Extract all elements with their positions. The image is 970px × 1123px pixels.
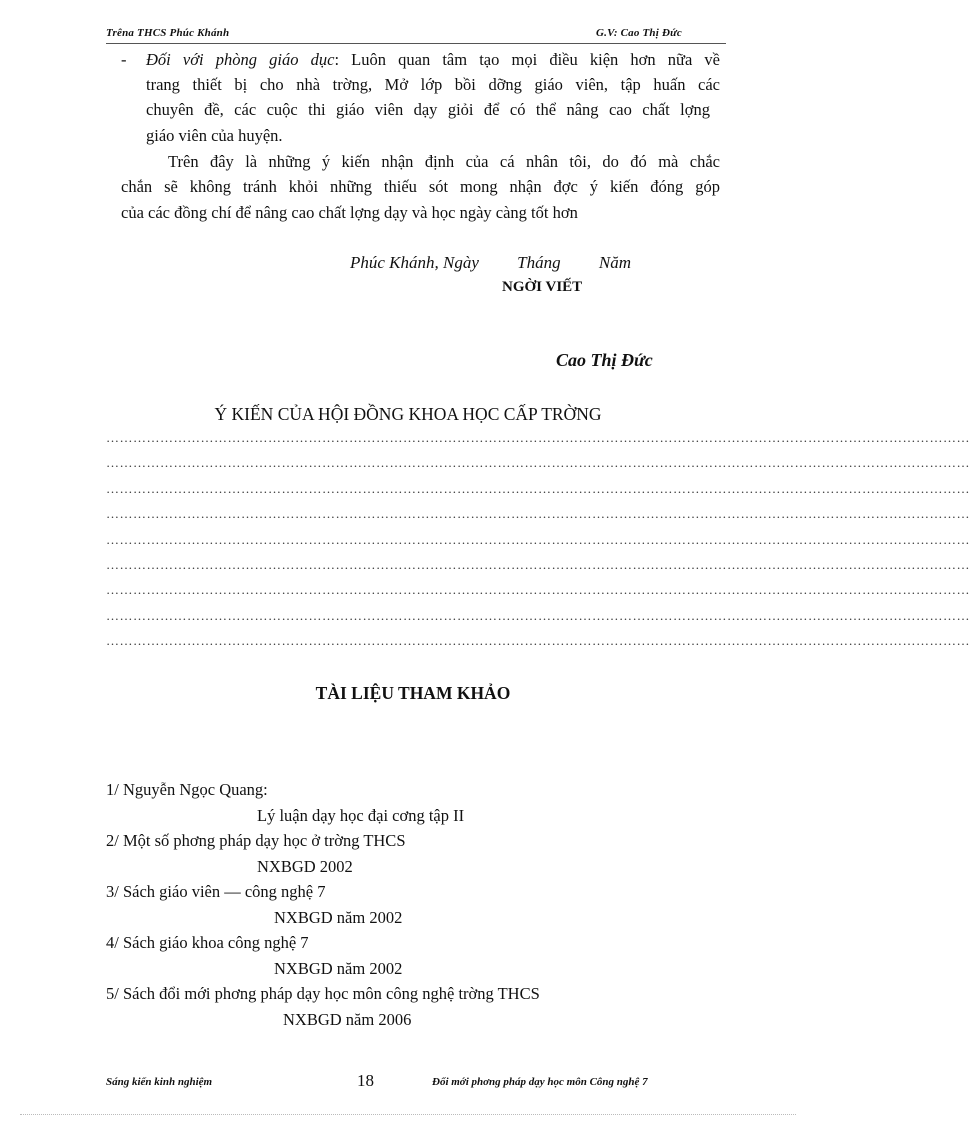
paragraph1-line1-text: : Luôn quan tâm tạo mọi điều kiện hơn nữa về xyxy=(334,50,721,69)
council-dotted-line-3: ………………………………………………………………………………………………………………………………………………………………………… xyxy=(106,481,970,496)
footer-left: Sáng kiến kinh nghiệm xyxy=(106,1076,213,1088)
reference-5-detail: NXBGD năm 2006 xyxy=(283,1010,412,1029)
council-dotted-line-6: ………………………………………………………………………………………………………………………………………………………………………… xyxy=(106,557,970,572)
reference-1: 1/ Nguyễn Ngọc Quang: xyxy=(106,780,268,799)
paragraph2-line3: của các đồng chí để nâng cao chất lợng dạy và học ngày càng tốt hơn xyxy=(121,203,578,222)
council-title: Ý KIẾN CỦA HỘI ĐỒNG KHOA HỌC CẤP TRỜNG xyxy=(214,404,602,424)
page-number: 18 xyxy=(357,1071,374,1090)
paragraph1-line2: trang thiết bị cho nhà trờng, Mở lớp bồi dỡng giáo viên, tập huấn các xyxy=(146,75,720,94)
council-dotted-line-9: ………………………………………………………………………………………………………………………………………………………………………… xyxy=(106,633,970,648)
bullet-dash: - xyxy=(121,50,127,69)
council-dotted-line-4: ………………………………………………………………………………………………………………………………………………………………………… xyxy=(106,506,970,521)
footer-right: Đổi mới phơng pháp dạy học môn Công nghệ 7 xyxy=(432,1076,648,1088)
header-rule xyxy=(106,43,726,44)
reference-3: 3/ Sách giáo viên — công nghệ 7 xyxy=(106,882,326,901)
reference-4: 4/ Sách giáo khoa công nghệ 7 xyxy=(106,933,309,952)
council-dotted-line-7: ………………………………………………………………………………………………………………………………………………………………………… xyxy=(106,582,970,597)
paragraph1-line1 xyxy=(146,50,720,70)
council-dotted-line-5: ………………………………………………………………………………………………………………………………………………………………………… xyxy=(106,532,970,547)
council-dotted-line-1: ………………………………………………………………………………………………………………………………………………………………………… xyxy=(106,430,970,445)
bottom-dotted-rule xyxy=(20,1114,796,1115)
header-school: Trêna THCS Phúc Khánh xyxy=(106,27,230,39)
council-dotted-line-8: ………………………………………………………………………………………………………………………………………………………………………… xyxy=(106,608,970,623)
council-dotted-line-2: ………………………………………………………………………………………………………………………………………………………………………… xyxy=(106,455,970,470)
reference-5: 5/ Sách đổi mới phơng pháp dạy học môn công nghệ trờng THCS xyxy=(106,984,540,1003)
signature-date-line: Phúc Khánh, Ngày Tháng Năm xyxy=(350,253,631,272)
paragraph1-line3: chuyên đề, các cuộc thi giáo viên dạy giỏi để có thể nâng cao chất lợng xyxy=(146,100,710,119)
paragraph2-line2: chắn sẽ không tránh khỏi những thiếu sót mong nhận đợc ý kiến đóng góp xyxy=(121,177,720,196)
paragraph1-italic-lead: Đối với phòng giáo dục xyxy=(146,50,335,69)
paragraph2-line1: Trên đây là những ý kiến nhận định của cá nhân tôi, do đó mà chắc xyxy=(168,152,720,171)
reference-2-detail: NXBGD 2002 xyxy=(257,857,353,876)
signature-author: Cao Thị Đức xyxy=(556,350,653,370)
reference-2: 2/ Một số phơng pháp dạy học ở trờng THCS xyxy=(106,831,406,850)
header-teacher: G.V: Cao Thị Đức xyxy=(596,27,682,39)
reference-4-detail: NXBGD năm 2002 xyxy=(274,959,403,978)
reference-1-detail: Lý luận dạy học đại cơng tập II xyxy=(257,806,465,825)
signature-writer-label: NGỜI VIẾT xyxy=(502,279,583,295)
reference-3-detail: NXBGD năm 2002 xyxy=(274,908,403,927)
references-title: TÀI LIỆU THAM KHẢO xyxy=(315,683,511,703)
paragraph1-line4: giáo viên của huyện. xyxy=(146,126,283,145)
